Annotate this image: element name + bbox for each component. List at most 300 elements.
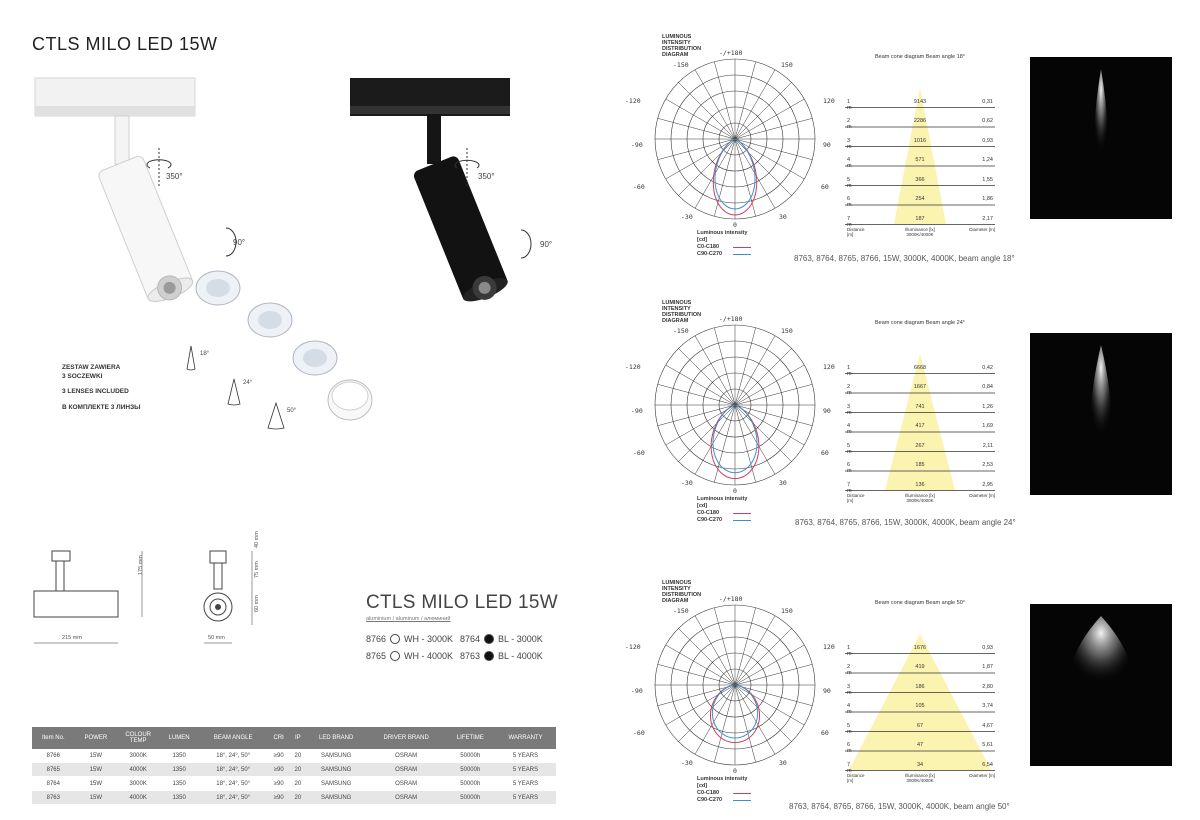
header-cell: POWER — [75, 727, 118, 749]
lens-set-line: 3 SOCZEWKI — [62, 373, 103, 380]
page-title: CTLS MILO LED 15W — [32, 34, 218, 54]
table-cell: ≥90 — [267, 791, 290, 805]
tilt-label: 90° — [233, 238, 246, 247]
cone-distance: 2 m — [847, 384, 852, 396]
spec-header-row — [32, 727, 556, 749]
polar-spoke — [735, 62, 756, 139]
cone-distance: 5 m — [847, 722, 852, 735]
cone-diagram-title: Beam cone diagram Beam angle 24° — [875, 320, 965, 326]
polar-spoke — [678, 348, 735, 405]
legend-item — [697, 797, 751, 804]
legend-label: C90-C270 — [697, 797, 723, 803]
table-cell: ≥90 — [267, 749, 290, 763]
table-cell: 3000K — [117, 777, 159, 791]
cone-diameter: 1,87 — [982, 664, 993, 670]
polar-spoke — [735, 139, 792, 196]
cone-diameter: 1,55 — [982, 176, 993, 183]
diagram-title: LUMINOUS INTENSITY DISTRIBUTION DIAGRAM — [662, 300, 702, 324]
cone-diagram-title: Beam cone diagram Beam angle 18° — [875, 54, 965, 60]
table-cell: 18°, 24°, 50° — [199, 791, 267, 805]
polar-spoke — [735, 348, 792, 405]
legend-swatch — [733, 520, 751, 521]
polar-diagram — [640, 588, 830, 788]
polar-angle-label: -150 — [673, 607, 689, 615]
cone-illuminance: 571 — [915, 157, 925, 163]
lens-angle-50: 50° — [287, 408, 297, 414]
cone-distance: 6 m — [847, 742, 852, 754]
header-cell: LED BRAND — [306, 727, 367, 749]
table-cell: 50000h — [446, 791, 496, 805]
diagram-title: LUMINOUS INTENSITY DISTRIBUTION DIAGRAM — [662, 580, 702, 604]
cone-footer-diameter: Diameter [m] — [969, 492, 995, 498]
polar-spoke — [695, 685, 735, 754]
polar-spoke — [735, 365, 804, 405]
header-cell: COLOUR TEMP — [117, 727, 159, 749]
dim-height: 175 mm — [138, 555, 144, 575]
table-cell: 18°, 24°, 50° — [199, 749, 267, 763]
polar-spoke — [678, 139, 735, 196]
cone-footer-illuminance: Illuminance [lx] 3000K/4000K — [905, 492, 935, 503]
cone-illuminance: 136 — [915, 481, 925, 488]
light-beam-image — [1030, 604, 1172, 766]
polar-angle-label: -150 — [673, 61, 689, 69]
legend-swatch — [733, 793, 751, 794]
polar-angle-label: -60 — [633, 183, 645, 191]
cone-diameter: 5,61 — [982, 742, 993, 748]
polar-spoke — [735, 405, 792, 462]
polar-angle-label: 0 — [733, 767, 737, 775]
legend-swatch — [733, 247, 751, 248]
lens-set-text-ru: В КОМПЛЕКТЕ 3 ЛИНЗЫ — [62, 404, 141, 411]
variant-8766 — [366, 634, 453, 644]
beam-caption: 8763, 8764, 8765, 8766, 15W, 3000K, 4000K, beam angle 24° — [795, 518, 1016, 527]
dim-h1: 75 mm — [254, 561, 260, 578]
beam-photo — [1030, 604, 1172, 766]
cone-diameter: 0,31 — [982, 98, 993, 105]
table-cell: 1350 — [159, 749, 199, 763]
cone-diameter: 2,95 — [982, 481, 993, 488]
polar-spoke — [695, 336, 735, 405]
table-cell: 20 — [290, 777, 305, 791]
cone-illuminance: 185 — [915, 462, 925, 468]
beam-glow — [1089, 345, 1112, 460]
table-cell: 15W — [75, 791, 118, 805]
legend-item — [697, 510, 751, 517]
cone-illuminance: 1667 — [913, 384, 927, 390]
table-cell: SAMSUNG — [306, 791, 367, 805]
polar-spoke — [735, 685, 792, 742]
legend-swatch — [733, 254, 751, 255]
legend-swatch — [733, 800, 751, 801]
polar-spoke — [735, 685, 775, 754]
legend-label: C0-C180 — [697, 244, 720, 250]
cone-diameter: 0,62 — [982, 118, 993, 124]
polar-angle-label: 60 — [821, 729, 829, 737]
variant-color: WH - 4000K — [404, 651, 454, 661]
light-beam-image — [1030, 333, 1172, 495]
polar-diagram — [640, 308, 830, 508]
cone-illuminance: 105 — [915, 703, 925, 709]
table-cell: 8765 — [32, 763, 75, 777]
cone-footer-distance: Distance [m] — [847, 226, 865, 237]
polar-angle-label: 30 — [779, 479, 787, 487]
table-row — [32, 763, 556, 777]
cone-distance: 7 m — [847, 481, 852, 494]
cone-distance: 2 m — [847, 118, 852, 130]
lens-set-text-pl — [62, 363, 120, 381]
cone-illuminance: 366 — [915, 176, 925, 183]
variant-color: WH - 3000K — [404, 634, 454, 644]
polar-spoke — [678, 685, 735, 742]
cone-distance: 7 m — [847, 761, 852, 774]
table-cell: 1350 — [159, 777, 199, 791]
polar-spoke — [735, 616, 775, 685]
cone-distance: 3 m — [847, 683, 852, 696]
cone-footer-illuminance: Illuminance [lx] 3000K/4000K — [905, 226, 935, 237]
legend-label: C90-C270 — [697, 517, 723, 523]
black-dot-icon — [484, 634, 494, 644]
cone-illuminance: 2286 — [913, 118, 927, 124]
table-cell: 5 YEARS — [495, 777, 556, 791]
table-row — [32, 749, 556, 763]
table-cell: 1350 — [159, 763, 199, 777]
header-cell: LIFETIME — [446, 727, 496, 749]
variant-code: 8764 — [460, 634, 481, 644]
dim-h3: 60 mm — [254, 595, 260, 612]
dim-diameter: 50 mm — [208, 635, 225, 641]
legend-item — [697, 244, 751, 251]
legend-swatch — [733, 513, 751, 514]
lens-set-line: ZESTAW ZAWIERA — [62, 364, 121, 371]
cone-distance: 3 m — [847, 403, 852, 416]
cone-diameter: 1,26 — [982, 403, 993, 410]
polar-spoke — [695, 70, 735, 139]
polar-spoke — [735, 384, 812, 405]
beam-caption: 8763, 8764, 8765, 8766, 15W, 3000K, 4000K, beam angle 18° — [794, 254, 1015, 263]
legend-title: Luminous intensity [cd] — [697, 496, 748, 509]
table-cell: 20 — [290, 749, 305, 763]
legend-item — [697, 517, 751, 524]
polar-spoke — [678, 405, 735, 462]
polar-angle-label: -90 — [631, 407, 643, 415]
polar-spoke — [714, 608, 735, 685]
cone-illuminance: 419 — [915, 664, 925, 670]
polar-angle-label: -90 — [631, 141, 643, 149]
cone-illuminance: 1676 — [913, 644, 927, 651]
polar-angle-label: 120 — [823, 643, 835, 651]
table-cell: OSRAM — [367, 763, 446, 777]
cone-illuminance: 254 — [915, 196, 925, 202]
polar-spoke — [735, 628, 792, 685]
polar-spoke — [735, 336, 775, 405]
cone-illuminance: 186 — [915, 683, 925, 690]
polar-angle-label: 0 — [733, 221, 737, 229]
beam-caption: 8763, 8764, 8765, 8766, 15W, 3000K, 4000K, beam angle 50° — [789, 802, 1010, 811]
polar-angle-label: -120 — [625, 363, 641, 371]
polar-spoke — [666, 405, 735, 445]
cone-illuminance: 267 — [915, 442, 925, 449]
table-cell: 4000K — [117, 791, 159, 805]
table-cell: 5 YEARS — [495, 763, 556, 777]
cone-distance: 1 m — [847, 98, 852, 111]
polar-diagram — [640, 42, 830, 242]
polar-spoke — [658, 118, 735, 139]
cone-illuminance: 9143 — [913, 98, 927, 105]
cone-illuminance: 187 — [915, 215, 925, 222]
polar-angle-label: 60 — [821, 183, 829, 191]
header-cell: CRI — [267, 727, 290, 749]
cone-diameter: 1,24 — [982, 157, 993, 163]
cone-50-icon — [266, 402, 286, 430]
polar-spoke — [666, 139, 735, 179]
product-title: CTLS MILO LED 15W — [366, 592, 558, 613]
cone-illuminance: 47 — [916, 742, 924, 748]
legend-title: Luminous intensity [cd] — [697, 776, 748, 789]
polar-spoke — [658, 384, 735, 405]
rotation-label: 350° — [166, 172, 183, 181]
variant-code: 8766 — [366, 634, 387, 644]
polar-angle-label: 150 — [781, 327, 793, 335]
polar-spoke — [678, 628, 735, 685]
polar-angle-label: -60 — [633, 449, 645, 457]
lens-set-text-en: 3 LENSES INCLUDED — [62, 388, 129, 395]
cone-footer-illuminance: Illuminance [lx] 3000K/4000K — [905, 772, 935, 783]
table-cell: 15W — [75, 749, 118, 763]
polar-angle-label: -30 — [681, 479, 693, 487]
variant-color: BL - 3000K — [498, 634, 543, 644]
beam-glow — [1094, 69, 1109, 174]
polar-angle-label: -/+180 — [719, 595, 743, 603]
legend-item — [697, 251, 751, 258]
cone-distance: 4 m — [847, 703, 852, 715]
polar-spoke — [658, 685, 735, 706]
cone-diameter: 6,54 — [982, 761, 993, 768]
variant-8763 — [460, 651, 543, 661]
polar-spoke — [735, 405, 812, 426]
spec-table — [32, 727, 556, 805]
table-cell: 50000h — [446, 763, 496, 777]
cone-illuminance: 34 — [916, 761, 924, 768]
beam-photo — [1030, 57, 1172, 219]
polar-angle-label: -120 — [625, 643, 641, 651]
cone-footer-distance: Distance [m] — [847, 492, 865, 503]
cone-diameter: 2,80 — [982, 683, 993, 690]
cone-diagram-title: Beam cone diagram Beam angle 50° — [875, 600, 965, 606]
polar-angle-label: 120 — [823, 97, 835, 105]
diagram-legend — [697, 496, 751, 524]
dim-h2: 40 mm — [254, 531, 260, 548]
table-cell: SAMSUNG — [306, 763, 367, 777]
cone-diameter: 0,93 — [982, 137, 993, 144]
polar-spoke — [695, 616, 735, 685]
polar-spoke — [658, 405, 735, 426]
polar-angle-label: 150 — [781, 607, 793, 615]
cone-illuminance: 67 — [916, 722, 924, 729]
polar-angle-label: 30 — [779, 213, 787, 221]
cone-24-icon — [226, 378, 242, 406]
polar-spoke — [735, 664, 812, 685]
table-cell: 15W — [75, 777, 118, 791]
legend-title: Luminous intensity [cd] — [697, 230, 748, 243]
cone-distance: 2 m — [847, 664, 852, 676]
legend-item — [697, 790, 751, 797]
polar-angle-label: 0 — [733, 487, 737, 495]
beam-photo — [1030, 333, 1172, 495]
polar-spoke — [735, 139, 804, 179]
polar-angle-label: -90 — [631, 687, 643, 695]
polar-spoke — [735, 82, 792, 139]
polar-spoke — [678, 82, 735, 139]
polar-spoke — [735, 99, 804, 139]
cone-footer-distance: Distance [m] — [847, 772, 865, 783]
lens-angle-18: 18° — [200, 351, 210, 357]
table-cell: 5 YEARS — [495, 749, 556, 763]
polar-spoke — [714, 62, 735, 139]
polar-angle-label: -150 — [673, 327, 689, 335]
table-cell: ≥90 — [267, 777, 290, 791]
table-row — [32, 777, 556, 791]
cone-18-icon — [185, 345, 197, 371]
white-dot-icon — [390, 651, 400, 661]
polar-spoke — [666, 365, 735, 405]
table-cell: 50000h — [446, 749, 496, 763]
table-cell: 5 YEARS — [495, 791, 556, 805]
table-row — [32, 791, 556, 805]
cone-diameter: 1,86 — [982, 196, 993, 202]
table-cell: 20 — [290, 791, 305, 805]
cone-distance: 6 m — [847, 462, 852, 474]
polar-spoke — [735, 645, 804, 685]
table-cell: 4000K — [117, 763, 159, 777]
black-dot-icon — [484, 651, 494, 661]
polar-angle-label: 150 — [781, 61, 793, 69]
header-cell: Item No. — [32, 727, 75, 749]
header-cell: IP — [290, 727, 305, 749]
table-cell: SAMSUNG — [306, 749, 367, 763]
table-cell: OSRAM — [367, 791, 446, 805]
polar-angle-label: 90 — [823, 141, 831, 149]
cone-diameter: 0,84 — [982, 384, 993, 390]
polar-angle-label: 90 — [823, 687, 831, 695]
cone-diameter: 4,67 — [982, 722, 993, 729]
polar-angle-label: 30 — [779, 759, 787, 767]
table-cell: 3000K — [117, 749, 159, 763]
cone-distance: 6 m — [847, 196, 852, 208]
cone-distance: 4 m — [847, 423, 852, 435]
polar-angle-label: -30 — [681, 759, 693, 767]
cone-distance: 5 m — [847, 176, 852, 189]
white-dot-icon — [390, 634, 400, 644]
polar-spoke — [735, 328, 756, 405]
dim-width: 215 mm — [62, 635, 82, 641]
polar-spoke — [735, 685, 804, 725]
polar-spoke — [735, 405, 804, 445]
diagram-legend — [697, 230, 751, 258]
polar-angle-label: 120 — [823, 363, 835, 371]
polar-spoke — [714, 328, 735, 405]
beam-glow — [1069, 616, 1132, 701]
polar-angle-label: -60 — [633, 729, 645, 737]
variant-8764 — [460, 634, 543, 644]
cone-distance: 5 m — [847, 442, 852, 455]
table-cell: OSRAM — [367, 777, 446, 791]
cone-distance: 1 m — [847, 644, 852, 657]
cone-distance: 1 m — [847, 364, 852, 377]
header-cell: DRIVER BRAND — [367, 727, 446, 749]
table-cell: 18°, 24°, 50° — [199, 777, 267, 791]
table-cell: 50000h — [446, 777, 496, 791]
polar-angle-label: -30 — [681, 213, 693, 221]
variant-8765 — [366, 651, 453, 661]
lens-angle-24: 24° — [243, 380, 253, 386]
polar-spoke — [735, 405, 756, 482]
table-cell: 20 — [290, 763, 305, 777]
polar-spoke — [666, 685, 735, 725]
cone-footer-diameter: Diameter [m] — [969, 226, 995, 232]
product-material: aluminium / aluminum / алюминий — [366, 616, 451, 622]
polar-angle-label: -120 — [625, 97, 641, 105]
header-cell: LUMEN — [159, 727, 199, 749]
variant-code: 8765 — [366, 651, 387, 661]
polar-spoke — [666, 645, 735, 685]
table-cell: ≥90 — [267, 763, 290, 777]
cone-illuminance: 6668 — [913, 364, 927, 371]
cone-illuminance: 1016 — [913, 137, 927, 144]
table-cell: 8766 — [32, 749, 75, 763]
polar-spoke — [735, 608, 756, 685]
polar-spoke — [735, 70, 775, 139]
polar-spoke — [666, 99, 735, 139]
table-cell: 15W — [75, 763, 118, 777]
header-cell: BEAM ANGLE — [199, 727, 267, 749]
table-cell: OSRAM — [367, 749, 446, 763]
legend-label: C0-C180 — [697, 510, 720, 516]
cone-diameter: 0,93 — [982, 644, 993, 651]
rotation-label-black: 350° — [478, 172, 495, 181]
cone-illuminance: 741 — [915, 403, 925, 410]
light-beam-image — [1030, 57, 1172, 219]
polar-angle-label: 60 — [821, 449, 829, 457]
legend-label: C0-C180 — [697, 790, 720, 796]
table-cell: 8764 — [32, 777, 75, 791]
cone-illuminance: 417 — [915, 423, 925, 429]
table-cell: 18°, 24°, 50° — [199, 763, 267, 777]
polar-angle-label: -/+180 — [719, 315, 743, 323]
table-cell: 8763 — [32, 791, 75, 805]
polar-angle-label: 90 — [823, 407, 831, 415]
tilt-label-black: 90° — [540, 240, 553, 249]
variant-color: BL - 4000K — [498, 651, 543, 661]
cone-diameter: 0,42 — [982, 364, 993, 371]
legend-label: C90-C270 — [697, 251, 723, 257]
cone-diameter: 2,17 — [982, 215, 993, 222]
cone-distance: 4 m — [847, 157, 852, 169]
variant-code: 8763 — [460, 651, 481, 661]
polar-angle-label: -/+180 — [719, 49, 743, 57]
table-cell: 1350 — [159, 791, 199, 805]
cone-diameter: 1,69 — [982, 423, 993, 429]
cone-diameter: 2,11 — [982, 442, 993, 449]
polar-spoke — [735, 118, 812, 139]
polar-spoke — [658, 664, 735, 685]
cone-distance: 7 m — [847, 215, 852, 228]
diagram-legend — [697, 776, 751, 804]
table-cell: SAMSUNG — [306, 777, 367, 791]
cone-diameter: 2,53 — [982, 462, 993, 468]
cone-distance: 3 m — [847, 137, 852, 150]
cone-diameter: 3,74 — [982, 703, 993, 709]
diagram-title: LUMINOUS INTENSITY DISTRIBUTION DIAGRAM — [662, 34, 702, 58]
